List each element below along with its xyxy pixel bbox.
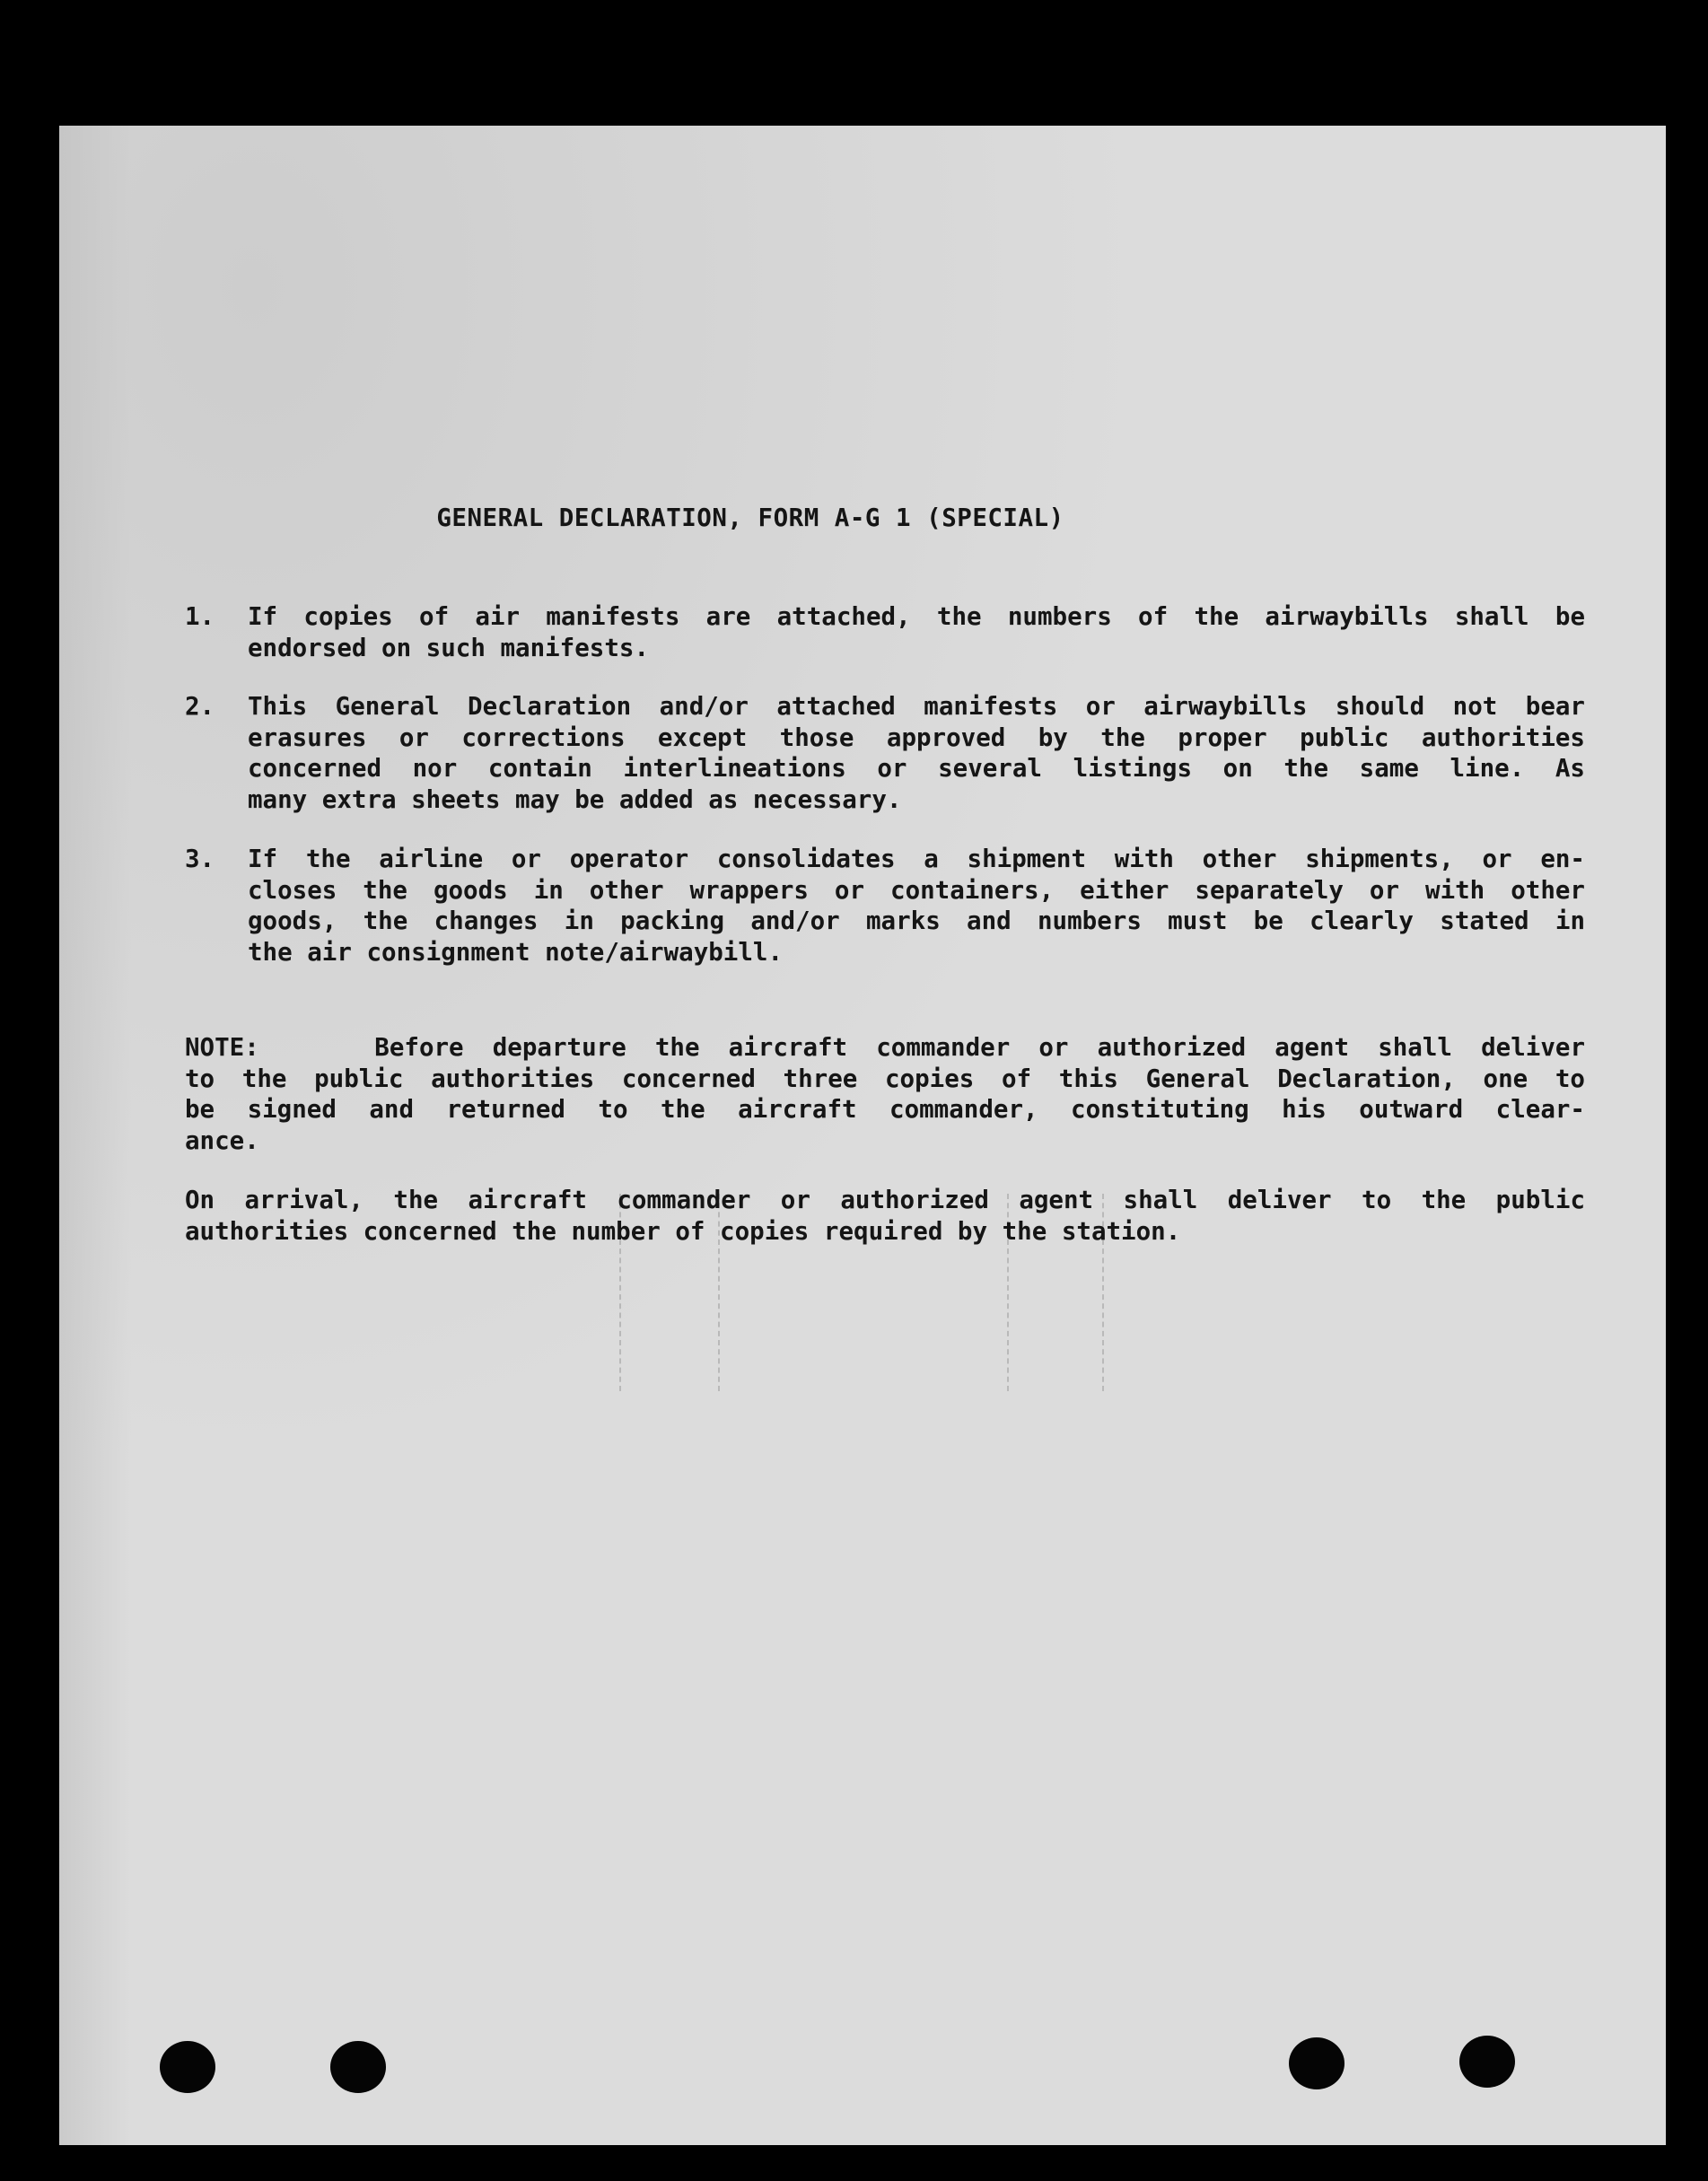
item-number: 3. [185, 845, 215, 873]
item-number: 1. [185, 602, 215, 631]
text-line: On arrival, the aircraft commander or authorized agent shall deliver to the public [185, 1186, 1585, 1214]
text-line: If the airline or operator consolidates a shipment with other shipments, or en- [248, 845, 1585, 873]
text-line: goods, the changes in packing and/or marks and numbers must be clearly stated in [248, 907, 1585, 935]
text-line: authorities concerned the number of copies required by the station. [185, 1216, 1181, 1246]
note-paragraph [185, 1032, 1585, 1156]
arrival-paragraph [185, 1185, 1585, 1247]
text-line: endorsed on such manifests. [248, 633, 650, 662]
text-line: concerned nor contain interlineations or several listings on the same line. As [248, 754, 1585, 783]
paper-sheet [59, 126, 1666, 2145]
punch-hole [1289, 2037, 1345, 2089]
item-text [248, 691, 1585, 815]
document-title: GENERAL DECLARATION, FORM A-G 1 (SPECIAL) [436, 504, 1064, 532]
text-line: This General Declaration and/or attached manifests or airwaybills should not bear [248, 692, 1585, 721]
text-line: be signed and returned to the aircraft commander, constituting his outward clear- [185, 1095, 1585, 1124]
text-line: closes the goods in other wrappers or containers, either separately or with other [248, 875, 1585, 905]
text-line: ance. [185, 1126, 259, 1155]
text-line: the air consignment note/airwaybill. [248, 937, 784, 967]
item-number: 2. [185, 692, 215, 721]
item-text [248, 844, 1585, 968]
punch-hole [160, 2041, 215, 2093]
punch-hole [1459, 2036, 1515, 2088]
text-line: to the public authorities concerned three copies of this General Declaration, one to [185, 1064, 1585, 1093]
text-line: many extra sheets may be added as necessary. [248, 784, 902, 814]
item-text [248, 601, 1585, 663]
text-line: NOTE: Before departure the aircraft commander or authorized agent shall deliver [185, 1033, 1585, 1062]
text-line: erasures or corrections except those approved by the proper public authorities [248, 723, 1585, 752]
text-line: If copies of air manifests are attached, the numbers of the airwaybills shall be [248, 602, 1585, 631]
punch-hole [330, 2041, 386, 2093]
